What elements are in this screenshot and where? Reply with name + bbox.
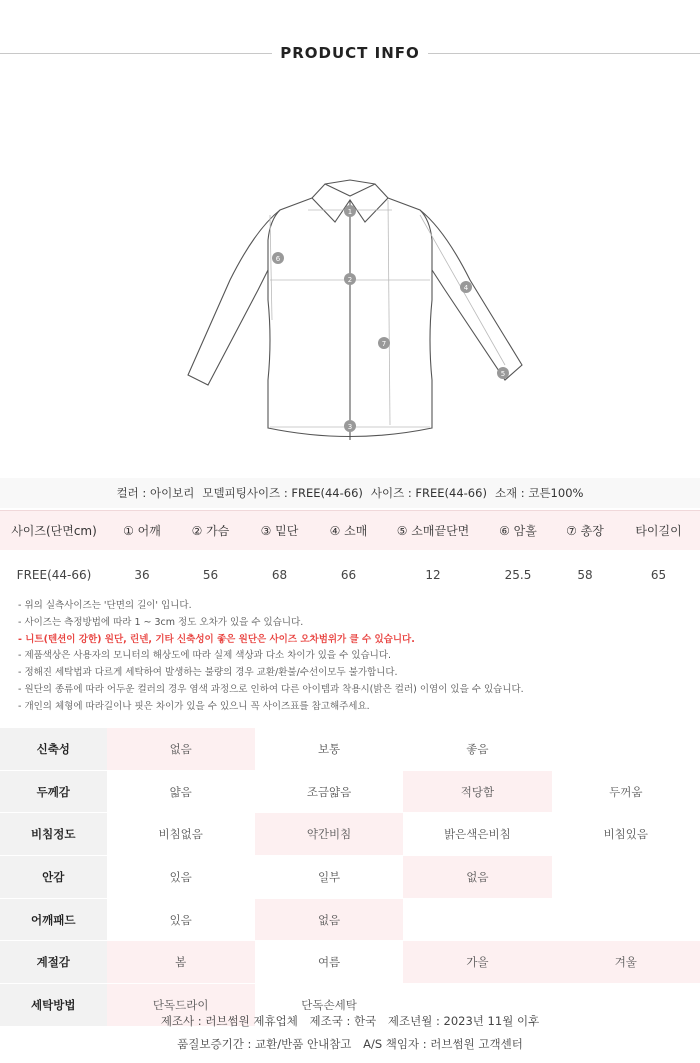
size-header-cell: ⑦ 총장 bbox=[553, 511, 617, 551]
size-cell: 65 bbox=[650, 568, 667, 582]
svg-text:2: 2 bbox=[347, 276, 353, 284]
size-header-cell: ② 가슴 bbox=[176, 511, 245, 551]
size-table-row bbox=[0, 550, 700, 600]
attribute-option bbox=[552, 898, 700, 941]
shirt-measurement-diagram bbox=[160, 170, 540, 455]
attribute-option: 있음 bbox=[107, 898, 255, 941]
footer-line-1 bbox=[0, 1010, 700, 1033]
attribute-option: 여름 bbox=[255, 941, 403, 984]
attribute-option bbox=[552, 856, 700, 899]
attribute-option: 없음 bbox=[403, 856, 551, 899]
note-line-warning: - 니트(텐션이 강한) 원단, 린넨, 기타 신축성이 좋은 원단은 사이즈 오차범위가 클 수 있습니다. bbox=[18, 633, 415, 645]
size-cell: 56 bbox=[202, 568, 219, 582]
attribute-row bbox=[0, 856, 700, 899]
size-cell: 12 bbox=[425, 568, 441, 582]
footer-country: 제조국 : 한국 bbox=[309, 1014, 377, 1028]
attribute-option: 적당함 bbox=[403, 770, 551, 813]
attribute-option: 밝은색은비침 bbox=[403, 813, 551, 856]
footer-info bbox=[0, 1010, 700, 1056]
size-header-cell: 타이길이 bbox=[617, 511, 700, 551]
attribute-row bbox=[0, 898, 700, 941]
attribute-option: 단독손세탁 bbox=[255, 984, 403, 1027]
size-header-cell: ④ 소매 bbox=[314, 511, 383, 551]
attribute-option: 약간비침 bbox=[255, 813, 403, 856]
size-header-cell: ③ 밑단 bbox=[245, 511, 314, 551]
footer-warranty: 품질보증기간 : 교환/반품 안내참고 bbox=[177, 1037, 352, 1051]
attribute-option: 없음 bbox=[255, 898, 403, 941]
footer-date: 제조년월 : 2023년 11월 이후 bbox=[387, 1014, 540, 1028]
svg-text:5: 5 bbox=[500, 370, 506, 378]
size-cell: FREE(44-66) bbox=[16, 568, 92, 582]
note-line: - 개인의 체형에 따라길이나 핏은 차이가 있을 수 있으니 꼭 사이즈표를 참고해주세요. bbox=[18, 700, 370, 712]
note-line: - 원단의 종류에 따라 어두운 컬러의 경우 염색 과정으로 인하여 다른 아이템과 착용시(밝은 컬러) 이염이 있을 수 있습니다. bbox=[18, 683, 524, 695]
attribute-option: 조금얇음 bbox=[255, 770, 403, 813]
size-header-cell: ⑤ 소매끝단면 bbox=[383, 511, 483, 551]
section-header bbox=[0, 36, 700, 70]
note-line: - 사이즈는 측정방법에 따라 1 ~ 3cm 정도 오차가 있을 수 있습니다. bbox=[18, 616, 304, 628]
product-info-bar bbox=[0, 478, 700, 508]
section-title: PRODUCT INFO bbox=[280, 44, 420, 62]
attribute-option: 봄 bbox=[107, 941, 255, 984]
attribute-label: 어깨패드 bbox=[0, 898, 107, 941]
attribute-row bbox=[0, 770, 700, 813]
info-material: 소재 : 코튼100% bbox=[494, 486, 584, 500]
attribute-option: 비침있음 bbox=[552, 813, 700, 856]
attribute-option: 일부 bbox=[255, 856, 403, 899]
svg-text:6: 6 bbox=[275, 255, 281, 263]
size-cell: 68 bbox=[271, 568, 288, 582]
size-header-cell: 사이즈(단면cm) bbox=[0, 511, 108, 551]
attribute-option: 겨울 bbox=[552, 941, 700, 984]
svg-text:3: 3 bbox=[347, 423, 353, 431]
size-cell: 25.5 bbox=[504, 568, 532, 582]
attribute-label: 세탁방법 bbox=[0, 984, 107, 1027]
size-header-cell: ① 어깨 bbox=[108, 511, 176, 551]
attribute-label: 안감 bbox=[0, 856, 107, 899]
attribute-option: 단독드라이 bbox=[107, 984, 255, 1027]
footer-line-2 bbox=[0, 1033, 700, 1056]
attribute-option: 가을 bbox=[403, 941, 551, 984]
size-cell: 66 bbox=[340, 568, 357, 582]
attribute-label: 신축성 bbox=[0, 728, 107, 770]
attribute-option: 보통 bbox=[255, 728, 403, 770]
note-line: - 제품색상은 사용자의 모니터의 해상도에 따라 실제 색상과 다소 차이가 있을 수 있습니다. bbox=[18, 650, 392, 662]
size-header-cell: ⑥ 암홀 bbox=[483, 511, 553, 551]
attribute-row bbox=[0, 813, 700, 856]
attribute-row bbox=[0, 941, 700, 984]
attribute-option: 두꺼움 bbox=[552, 770, 700, 813]
info-color: 컬러 : 아이보리 bbox=[116, 486, 195, 500]
attribute-row bbox=[0, 728, 700, 770]
size-table bbox=[0, 510, 700, 600]
footer-maker: 제조사 : 러브썸원 제휴업체 bbox=[160, 1014, 298, 1028]
size-cell: 58 bbox=[577, 568, 593, 582]
attribute-table bbox=[0, 728, 700, 1027]
attribute-label: 비침정도 bbox=[0, 813, 107, 856]
attribute-label: 두께감 bbox=[0, 770, 107, 813]
attribute-option: 얇음 bbox=[107, 770, 255, 813]
attribute-option bbox=[552, 728, 700, 770]
size-cell: 36 bbox=[134, 568, 150, 582]
attribute-label: 계절감 bbox=[0, 941, 107, 984]
attribute-option: 있음 bbox=[107, 856, 255, 899]
attribute-option bbox=[403, 898, 551, 941]
size-table-header bbox=[0, 511, 700, 551]
attribute-option: 좋음 bbox=[403, 728, 551, 770]
footer-as: A/S 책임자 : 러브썸원 고객센터 bbox=[363, 1037, 523, 1051]
size-notes bbox=[18, 598, 698, 716]
attribute-option: 없음 bbox=[107, 728, 255, 770]
info-size: 사이즈 : FREE(44-66) bbox=[370, 486, 487, 500]
divider-right bbox=[428, 53, 700, 54]
attribute-option: 비침없음 bbox=[107, 813, 255, 856]
svg-text:1: 1 bbox=[347, 208, 353, 216]
note-line: - 위의 실측사이즈는 '단면의 길이' 입니다. bbox=[18, 600, 192, 611]
svg-text:7: 7 bbox=[381, 340, 387, 348]
note-line: - 정해진 세탁법과 다르게 세탁하여 발생하는 불량의 경우 교환/환불/수선이모두 불가합니다. bbox=[18, 667, 398, 679]
svg-text:4: 4 bbox=[463, 284, 469, 292]
info-model-size: 모델피팅사이즈 : FREE(44-66) bbox=[202, 486, 363, 500]
